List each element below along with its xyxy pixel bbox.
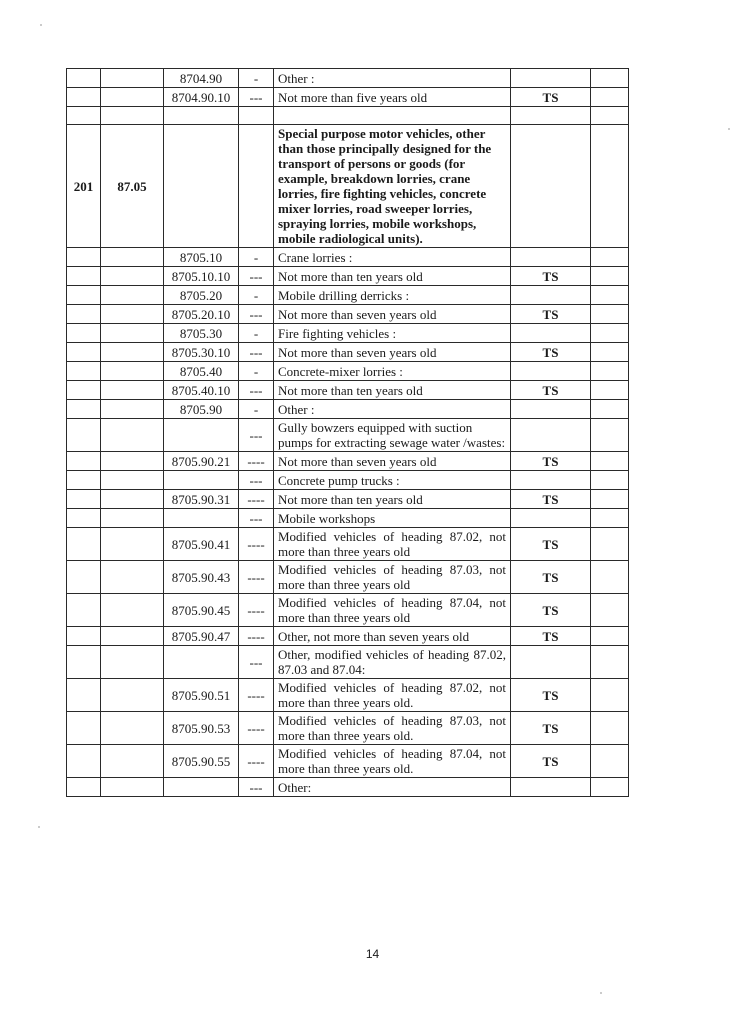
level-dash-cell: ---: [239, 381, 274, 400]
hs-heading-cell: [101, 381, 164, 400]
serial-number-cell: [67, 452, 101, 471]
tariff-table-body: [67, 69, 629, 797]
empty-cell: [274, 107, 511, 125]
description-cell: Other, modified vehicles of heading 87.02, 87.03 and 87.04:: [274, 646, 511, 679]
description-cell: Modified vehicles of heading 87.03, not more than three years old: [274, 561, 511, 594]
empty-cell: [164, 107, 239, 125]
serial-number-cell: [67, 69, 101, 88]
serial-number-cell: [67, 561, 101, 594]
empty-cell: [591, 88, 629, 107]
level-dash-cell: [239, 125, 274, 248]
empty-cell: [591, 362, 629, 381]
status-cell: TS: [511, 452, 591, 471]
hs-code-cell: 8705.90: [164, 400, 239, 419]
hs-heading-cell: [101, 267, 164, 286]
serial-number-cell: [67, 627, 101, 646]
hs-code-cell: [164, 471, 239, 490]
scan-speck: [600, 992, 602, 994]
hs-heading-cell: [101, 362, 164, 381]
status-cell: TS: [511, 267, 591, 286]
description-cell: Not more than ten years old: [274, 381, 511, 400]
empty-cell: [591, 745, 629, 778]
hs-heading-cell: [101, 88, 164, 107]
level-dash-cell: ---: [239, 343, 274, 362]
level-dash-cell: ----: [239, 452, 274, 471]
table-row: [67, 627, 629, 646]
hs-code-cell: 8705.90.53: [164, 712, 239, 745]
serial-number-cell: [67, 471, 101, 490]
status-cell: TS: [511, 594, 591, 627]
hs-code-cell: [164, 646, 239, 679]
empty-cell: [591, 419, 629, 452]
table-row: [67, 471, 629, 490]
hs-code-cell: 8704.90.10: [164, 88, 239, 107]
description-cell: Special purpose motor vehicles, other than those principally designed for the transport of persons or goods (for example, breakdown lorries, crane lorries, fire fighting vehicles, concrete mixer lorries, road sweeper lorries, spraying lorries, mobile workshops, mobile radiological units).: [274, 125, 511, 248]
hs-code-cell: [164, 125, 239, 248]
level-dash-cell: -: [239, 286, 274, 305]
level-dash-cell: ----: [239, 528, 274, 561]
table-row: [67, 509, 629, 528]
description-cell: Modified vehicles of heading 87.03, not more than three years old.: [274, 712, 511, 745]
hs-code-cell: 8705.90.31: [164, 490, 239, 509]
description-cell: Fire fighting vehicles :: [274, 324, 511, 343]
status-cell: [511, 69, 591, 88]
empty-cell: [591, 69, 629, 88]
table-row: [67, 712, 629, 745]
description-cell: Not more than seven years old: [274, 305, 511, 324]
level-dash-cell: ---: [239, 509, 274, 528]
serial-number-cell: [67, 324, 101, 343]
level-dash-cell: ---: [239, 305, 274, 324]
empty-cell: [591, 286, 629, 305]
empty-cell: [591, 125, 629, 248]
empty-cell: [591, 594, 629, 627]
level-dash-cell: -: [239, 362, 274, 381]
hs-heading-cell: [101, 452, 164, 471]
table-row: [67, 381, 629, 400]
table-row: [67, 452, 629, 471]
description-cell: Modified vehicles of heading 87.04, not more than three years old.: [274, 745, 511, 778]
description-cell: Other:: [274, 778, 511, 797]
level-dash-cell: -: [239, 69, 274, 88]
table-row: [67, 69, 629, 88]
serial-number-cell: 201: [67, 125, 101, 248]
empty-cell: [67, 107, 101, 125]
description-cell: Modified vehicles of heading 87.02, not more than three years old.: [274, 679, 511, 712]
table-row: [67, 362, 629, 381]
status-cell: [511, 419, 591, 452]
serial-number-cell: [67, 248, 101, 267]
description-cell: Concrete pump trucks :: [274, 471, 511, 490]
status-cell: TS: [511, 561, 591, 594]
hs-heading-cell: [101, 778, 164, 797]
hs-heading-cell: [101, 594, 164, 627]
status-cell: TS: [511, 381, 591, 400]
hs-heading-cell: [101, 471, 164, 490]
hs-heading-cell: [101, 561, 164, 594]
empty-cell: [591, 381, 629, 400]
hs-code-cell: 8705.10: [164, 248, 239, 267]
description-cell: Not more than ten years old: [274, 267, 511, 286]
level-dash-cell: -: [239, 324, 274, 343]
table-row: [67, 561, 629, 594]
table-row: [67, 305, 629, 324]
description-cell: Gully bowzers equipped with suction pumps for extracting sewage water /wastes:: [274, 419, 511, 452]
hs-code-cell: 8705.30: [164, 324, 239, 343]
status-cell: TS: [511, 627, 591, 646]
hs-code-cell: 8705.90.43: [164, 561, 239, 594]
empty-cell: [591, 627, 629, 646]
empty-cell: [591, 343, 629, 362]
empty-cell: [591, 324, 629, 343]
status-cell: TS: [511, 88, 591, 107]
hs-code-cell: 8705.90.45: [164, 594, 239, 627]
table-row: [67, 745, 629, 778]
table-row: [67, 343, 629, 362]
table-row: [67, 400, 629, 419]
hs-heading-cell: [101, 419, 164, 452]
page-number: 14: [365, 947, 380, 961]
status-cell: [511, 471, 591, 490]
hs-code-cell: 8705.40: [164, 362, 239, 381]
hs-heading-cell: [101, 69, 164, 88]
table-row: [67, 490, 629, 509]
level-dash-cell: ----: [239, 712, 274, 745]
hs-heading-cell: [101, 712, 164, 745]
level-dash-cell: ---: [239, 88, 274, 107]
table-row: [67, 594, 629, 627]
empty-cell: [591, 509, 629, 528]
status-cell: [511, 362, 591, 381]
status-cell: [511, 778, 591, 797]
table-row: [67, 679, 629, 712]
description-cell: Not more than ten years old: [274, 490, 511, 509]
table-row: [67, 267, 629, 286]
hs-code-cell: 8705.40.10: [164, 381, 239, 400]
empty-cell: [591, 646, 629, 679]
level-dash-cell: ----: [239, 745, 274, 778]
status-cell: TS: [511, 528, 591, 561]
status-cell: [511, 286, 591, 305]
empty-cell: [591, 452, 629, 471]
hs-code-cell: 8705.90.51: [164, 679, 239, 712]
serial-number-cell: [67, 745, 101, 778]
description-cell: Modified vehicles of heading 87.02, not more than three years old: [274, 528, 511, 561]
status-cell: [511, 509, 591, 528]
description-cell: Other, not more than seven years old: [274, 627, 511, 646]
status-cell: TS: [511, 745, 591, 778]
status-cell: TS: [511, 343, 591, 362]
status-cell: TS: [511, 305, 591, 324]
empty-cell: [591, 778, 629, 797]
table-row: [67, 324, 629, 343]
empty-cell: [591, 471, 629, 490]
description-cell: Modified vehicles of heading 87.04, not more than three years old: [274, 594, 511, 627]
table-row: [67, 528, 629, 561]
level-dash-cell: ----: [239, 627, 274, 646]
table-row: [67, 88, 629, 107]
serial-number-cell: [67, 490, 101, 509]
serial-number-cell: [67, 712, 101, 745]
empty-cell: [511, 107, 591, 125]
description-cell: Other :: [274, 69, 511, 88]
level-dash-cell: ---: [239, 471, 274, 490]
serial-number-cell: [67, 594, 101, 627]
serial-number-cell: [67, 381, 101, 400]
hs-heading-cell: [101, 490, 164, 509]
hs-code-cell: 8705.10.10: [164, 267, 239, 286]
table-row: [67, 248, 629, 267]
hs-heading-cell: [101, 343, 164, 362]
table-row: [67, 778, 629, 797]
serial-number-cell: [67, 305, 101, 324]
empty-cell: [591, 490, 629, 509]
serial-number-cell: [67, 419, 101, 452]
empty-cell: [591, 107, 629, 125]
empty-cell: [101, 107, 164, 125]
empty-cell: [239, 107, 274, 125]
description-cell: Other :: [274, 400, 511, 419]
hs-code-cell: 8704.90: [164, 69, 239, 88]
hs-heading-cell: 87.05: [101, 125, 164, 248]
empty-cell: [591, 712, 629, 745]
table-row: [67, 646, 629, 679]
serial-number-cell: [67, 646, 101, 679]
scan-speck: [40, 24, 42, 26]
hs-code-cell: 8705.90.47: [164, 627, 239, 646]
level-dash-cell: ----: [239, 679, 274, 712]
table-row: [67, 125, 629, 248]
empty-cell: [591, 400, 629, 419]
empty-cell: [591, 267, 629, 286]
hs-code-cell: 8705.90.41: [164, 528, 239, 561]
scan-speck: [728, 128, 730, 130]
description-cell: Not more than seven years old: [274, 452, 511, 471]
empty-cell: [591, 679, 629, 712]
hs-code-cell: [164, 778, 239, 797]
hs-heading-cell: [101, 509, 164, 528]
serial-number-cell: [67, 778, 101, 797]
description-cell: Crane lorries :: [274, 248, 511, 267]
table-row-blank: [67, 107, 629, 125]
description-cell: Not more than five years old: [274, 88, 511, 107]
hs-code-cell: 8705.90.55: [164, 745, 239, 778]
level-dash-cell: -: [239, 400, 274, 419]
hs-heading-cell: [101, 528, 164, 561]
level-dash-cell: ---: [239, 646, 274, 679]
hs-heading-cell: [101, 627, 164, 646]
level-dash-cell: ----: [239, 490, 274, 509]
status-cell: [511, 646, 591, 679]
level-dash-cell: ---: [239, 267, 274, 286]
status-cell: [511, 248, 591, 267]
empty-cell: [591, 248, 629, 267]
level-dash-cell: -: [239, 248, 274, 267]
level-dash-cell: ---: [239, 419, 274, 452]
status-cell: TS: [511, 679, 591, 712]
hs-heading-cell: [101, 305, 164, 324]
hs-heading-cell: [101, 679, 164, 712]
hs-heading-cell: [101, 324, 164, 343]
tariff-table: [66, 68, 629, 797]
status-cell: TS: [511, 490, 591, 509]
serial-number-cell: [67, 362, 101, 381]
table-row: [67, 419, 629, 452]
description-cell: Mobile drilling derricks :: [274, 286, 511, 305]
serial-number-cell: [67, 267, 101, 286]
description-cell: Concrete-mixer lorries :: [274, 362, 511, 381]
hs-heading-cell: [101, 400, 164, 419]
hs-code-cell: [164, 419, 239, 452]
serial-number-cell: [67, 528, 101, 561]
serial-number-cell: [67, 286, 101, 305]
hs-code-cell: 8705.20: [164, 286, 239, 305]
hs-heading-cell: [101, 286, 164, 305]
hs-code-cell: 8705.30.10: [164, 343, 239, 362]
empty-cell: [591, 528, 629, 561]
hs-heading-cell: [101, 745, 164, 778]
serial-number-cell: [67, 88, 101, 107]
hs-heading-cell: [101, 248, 164, 267]
level-dash-cell: ---: [239, 778, 274, 797]
scan-speck: [38, 826, 40, 828]
description-cell: Not more than seven years old: [274, 343, 511, 362]
hs-code-cell: 8705.90.21: [164, 452, 239, 471]
level-dash-cell: ----: [239, 561, 274, 594]
level-dash-cell: ----: [239, 594, 274, 627]
status-cell: [511, 324, 591, 343]
table-row: [67, 286, 629, 305]
serial-number-cell: [67, 400, 101, 419]
serial-number-cell: [67, 679, 101, 712]
status-cell: TS: [511, 712, 591, 745]
description-cell: Mobile workshops: [274, 509, 511, 528]
serial-number-cell: [67, 343, 101, 362]
hs-heading-cell: [101, 646, 164, 679]
serial-number-cell: [67, 509, 101, 528]
hs-code-cell: [164, 509, 239, 528]
empty-cell: [591, 305, 629, 324]
hs-code-cell: 8705.20.10: [164, 305, 239, 324]
status-cell: [511, 400, 591, 419]
status-cell: [511, 125, 591, 248]
empty-cell: [591, 561, 629, 594]
